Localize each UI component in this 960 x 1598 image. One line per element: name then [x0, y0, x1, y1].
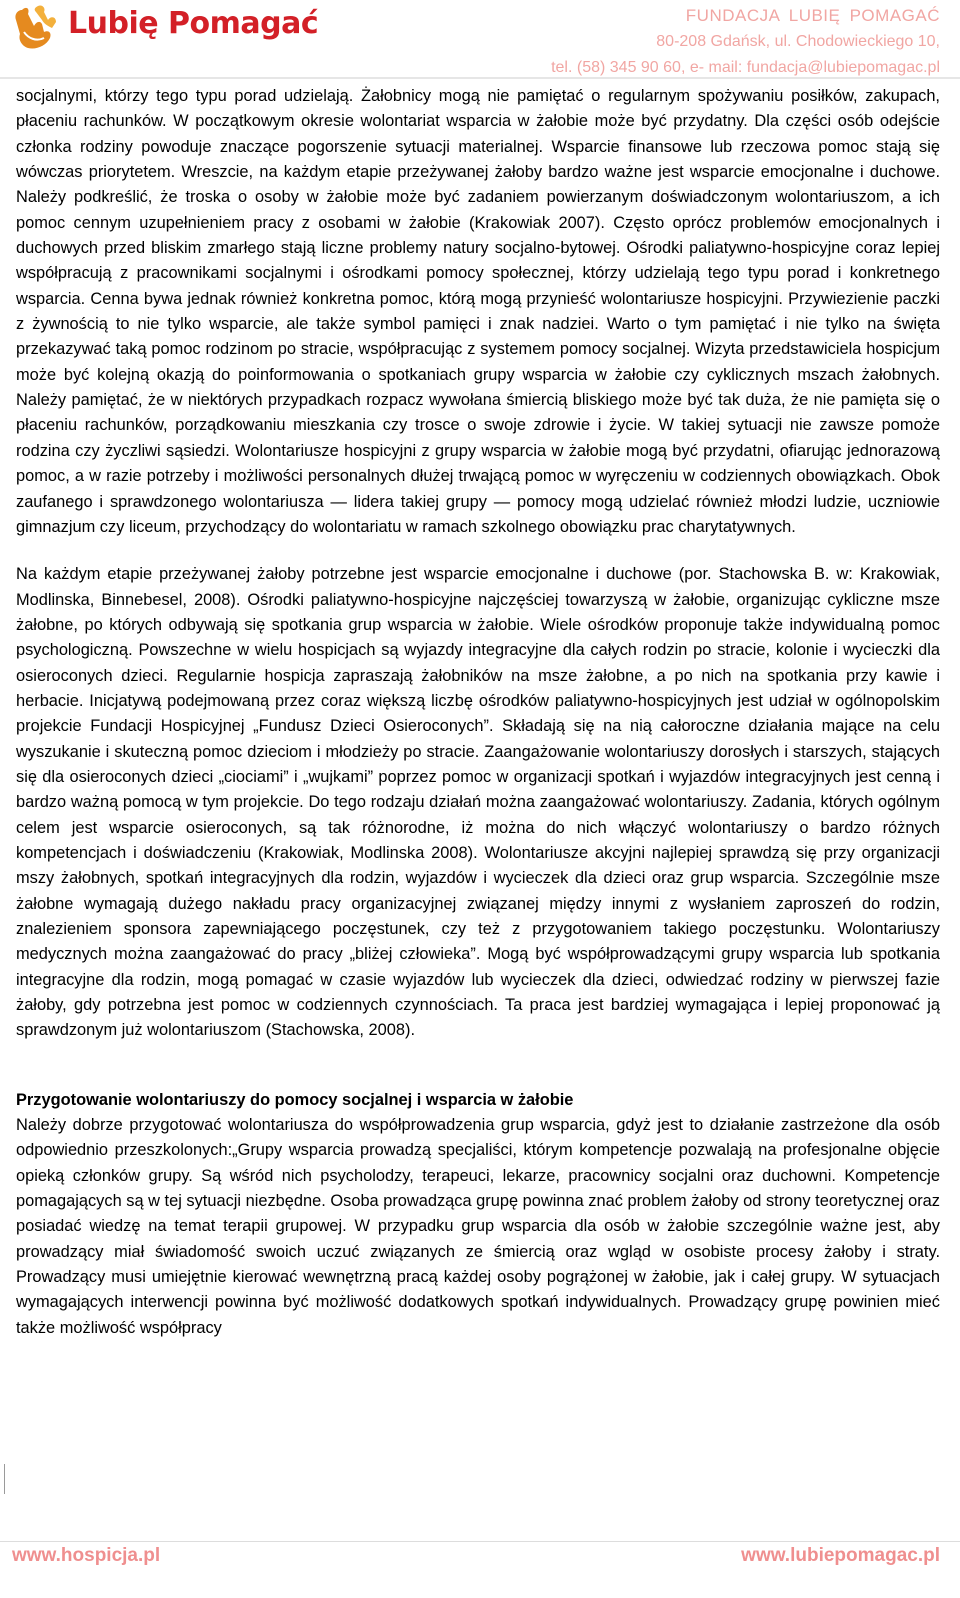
document-body [16, 84, 940, 1341]
logo-text: Lubię Pomagać [68, 6, 319, 41]
footer-link-hospicja[interactable]: www.hospicja.pl [12, 1545, 161, 1566]
footer-divider [0, 1541, 960, 1542]
logo [14, 2, 319, 54]
section-heading: Przygotowanie wolontariuszy do pomocy socjalnej i wsparcia w żałobie [16, 1090, 574, 1109]
footer-link-lubiepomagac[interactable]: www.lubiepomagac.pl [741, 1545, 940, 1566]
paragraph-2: Na każdym etapie przeżywanej żałoby potrzebne jest wsparcie emocjonalne i duchowe (por. Stachowska B. w: Krakowiak, Modlinska, Binnebesel, 2008). Ośrodki paliatywno-hospicyjne najczęściej towarzyszą w żałobie, organizując cykliczne msze żałobne, po których odbywają się spotkania grup wsparcia w żałobie. Wiele ośrodków proponuje także indywidualną pomoc psychologiczną. Powszechne w wielu hospicjach są wyjazdy integracyjne dla całych rodzin po stracie, kolonie i wycieczki dla osieroconych dzieci. Regularnie hospicja zapraszają żałobników na msze żałobne, a po nich na spotkania przy kawie i herbacie. Inicjatywą podejmowaną przez coraz większą liczbę ośrodków paliatywno-hospicyjnych jest udział w ogólnopolskim projekcie Fundacji Hospicyjnej „Fundusz Dzieci Osieroconych”. Składają się na nią całoroczne działania mające na celu wyszukanie i skuteczną pomoc dzieciom i młodzieży po stracie. Zaangażowanie wolontariuszy dorosłych i starszych, stających się dla osieroconych dzieci „ciociami” i „wujkami” poprzez pomoc w organizacji spotkań i wyjazdów integracyjnych jest cenną i bardzo ważną pomocą w tym projekcie. Do tego rodzaju działań można zaangażować wolontariuszy. Zadania, których ogólnym celem jest wsparcie osieroconych, są tak różnorodne, iż można do nich włączyć wolontariuszy o bardzo różnych kompetencjach i doświadczeniu (Krakowiak, Modlinska 2008). Wolontariusze akcyjni najlepiej sprawdzą się przy organizacji mszy żałobnych, spotkań integracyjnych dla rodzin, wyjazdów i wycieczek dla dzieci oraz grup wsparcia. Szczególnie msze żałobne wymagają dużego nakładu pracy organizacyjnej związanej między innymi z wysłaniem zaproszeń do rodzin, znalezieniem sponsora zapewniającego poczęstunek, czy też z przygotowaniem takiego poczęstunku. Wolontariuszy medycznych można zaangażować do pracy „bliżej człowieka”. Mogą być współprowadzącymi grupy wsparcia lub spotkania integracyjne dla rodzin, mogą pomagać w czasie wyjazdów lub wycieczek dla dzieci, odwiedzać rodziny w pierwszej fazie żałoby, gdy potrzebna jest pomoc w codziennych czynnościach. Ta praca jest bardziej wymagająca i lepiej proponować ją sprawdzonym już wolontariuszom (Stachowska, 2008). [16, 565, 940, 1040]
foundation-contact: tel. (58) 345 90 60, e- mail: fundacja@lubiepomagac.pl [551, 59, 940, 76]
header-divider [0, 77, 960, 79]
text-cursor [4, 1464, 5, 1494]
foundation-info [551, 3, 940, 81]
foundation-address: 80-208 Gdańsk, ul. Chodowieckiego 10, [656, 33, 940, 50]
helping-hand-icon [14, 2, 62, 54]
foundation-name: FUNDACJA LUBIĘ POMAGAĆ [685, 6, 940, 25]
paragraph-1: socjalnymi, którzy tego typu porad udzielają. Żałobnicy mogą nie pamiętać o regularnym spożywaniu posiłków, zakupach, płaceniu rachunków. W początkowym okresie wolontariat wsparcia w żałobie może być przydatny. Dla części osób odejście członka rodziny powoduje znaczące pogorszenie sytuacji materialnej. Wsparcie finansowe lub rzeczowa pomoc stają się wówczas priorytetem. Wreszcie, na każdym etapie przeżywanej żałoby bardzo ważne jest wsparcie emocjonalne i duchowe. Należy podkreślić, że troska o osoby w żałobie może być zadaniem powierzanym doświadczonym wolontariuszom, a ich pomoc cennym uzupełnieniem pracy z osobami w żałobie (Krakowiak 2007). Często oprócz problemów emocjonalnych i duchowych przed bliskim zmarłego stają liczne problemy natury socjalno-bytowej. Ośrodki paliatywno-hospicyjne coraz lepiej współpracują z pracownikami socjalnymi i ośrodkami pomocy społecznej, którzy udzielają tego typu porad i konkretnego wsparcia. Cenna bywa jednak również konkretna pomoc, którą mogą przynieść wolontariusze hospicyjni. Przywiezienie paczki z żywnością to nie tylko wsparcie, ale także symbol pamięci i znak nadziei. Warto o tym pamiętać i nie tylko na święta przekazywać taką pomoc rodzinom po stracie, współpracując z systemem pomocy socjalnej. Wizyta przedstawiciela hospicjum może być kolejną okazją do poinformowania o spotkaniach grupy wsparcia w żałobie czy cyklicznych mszach żałobnych. Należy pamiętać, że w niektórych przypadkach rozpacz wywołana śmiercią bliskiego może być tak duża, że nie pamięta się o płaceniu rachunków, porządkowaniu mieszkania czy trosce o swoje zdrowie i życie. W takiej sytuacji nie zawsze pomoże rodzina czy życzliwi sąsiedzi. Wolontariusze hospicyjni z grupy wsparcia w żałobie mogą być przydatni, ofiarując jednorazową pomoc, a w razie potrzeby i możliwości personalnych dłużej trwającą pomoc w wyręczeniu w codziennych obowiązkach. Obok zaufanego i sprawdzonego wolontariusza — lidera takiej grupy — pomocy mogą udzielać również młodzi ludzie, uczniowie gimnazjum czy liceum, przychodzący do wolontariatu w ramach szkolnego obowiązku prac charytatywnych. [16, 87, 940, 536]
page-header [0, 0, 960, 80]
section-paragraph: Należy dobrze przygotować wolontariusza do współprowadzenia grup wsparcia, gdyż jest to działanie zastrzeżone dla osób odpowiednio przeszkolonych:„Grupy wsparcia prowadzą specjaliści, którym kompetencje pozwalają na profesjonalne objęcie opieką członków grupy. Są wśród nich psycholodzy, terapeuci, lekarze, pracownicy socjalni oraz duchowni. Kompetencje pomagających są w tej sytuacji niezbędne. Osoba prowadząca grupę powinna znać problem żałoby od strony teoretycznej oraz posiadać wiedzę na temat terapii grupowej. W przypadku grup wsparcia dla osób w żałobie szczególnie ważne jest, aby prowadzący miał świadomość swoich uczuć związanych ze śmiercią oraz wgląd w osobiste procesy żałoby i straty. Prowadzący musi umiejętnie kierować wewnętrzną pracą każdej osoby pogrążonej w żałobie, jak i całej grupy. W sytuacjach wymagających interwencji powinna być możliwość dodatkowych spotkań indywidualnych. Prowadzący grupę powinien mieć także możliwość współpracy [16, 1116, 940, 1337]
